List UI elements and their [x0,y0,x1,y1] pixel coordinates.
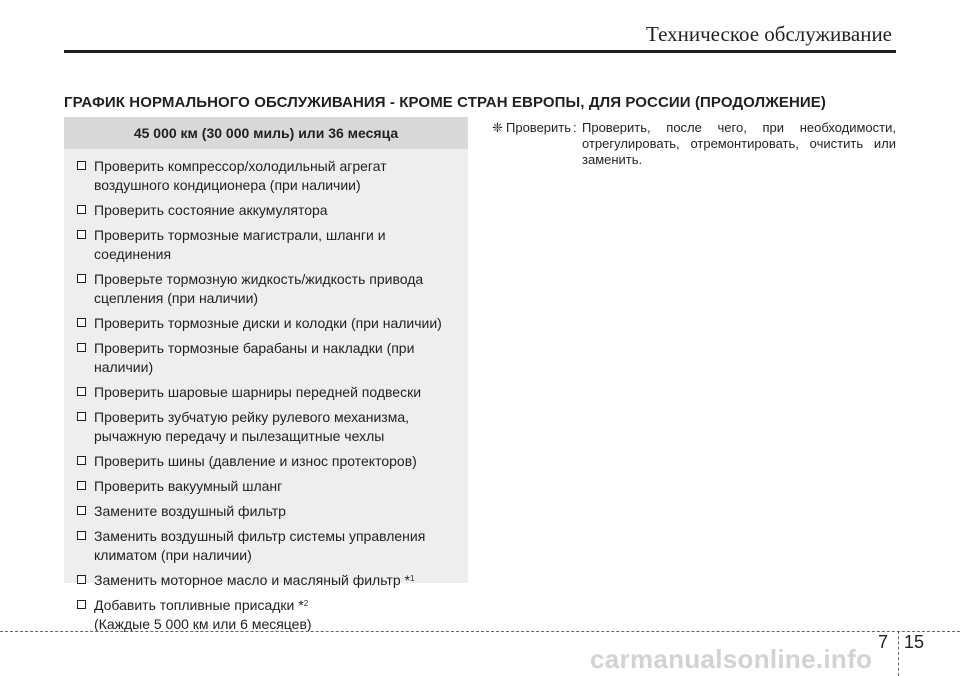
checkbox-icon [77,456,86,465]
checklist-item [76,157,462,195]
footer-rule [0,631,960,632]
checklist-item [76,339,462,377]
checklist-item-text: Проверить тормозные магистрали, шланги и соединения [94,227,386,262]
checklist-item-text: Проверить зубчатую рейку рулевого механизма, [94,409,409,425]
note-definition: Проверить, после чего, при необходимости, отрегулировать, отремонтировать, очистить или заменить. [582,120,896,167]
checklist-item-text: Замените воздушный фильтр [94,503,286,519]
checkbox-icon [77,318,86,327]
checklist-item [76,408,462,446]
checkbox-icon [77,506,86,515]
checklist-item-text-continued: климатом (при наличии) [94,547,252,563]
checklist-item [76,452,462,471]
schedule-panel [64,117,468,632]
checklist-item-text: Проверить компрессор/холодильный агрегат [94,158,387,174]
checklist-item [76,270,462,308]
checkbox-icon [77,161,86,170]
checklist-item-text: Проверить тормозные диски и колодки (при наличии) [94,315,442,331]
checklist-item-text-continued: сцепления (при наличии) [94,290,259,306]
checklist-item-text: Проверить вакуумный шланг [94,478,283,494]
checkbox-icon [77,412,86,421]
checklist-item-text-continued: воздушного кондиционера (при наличии) [94,177,361,193]
footnote-marker: 1 [409,574,415,583]
checklist-item-text: Проверить тормозные барабаны и накладки (при наличии) [94,340,415,375]
interval-header: 45 000 км (30 000 миль) или 36 месяца [64,117,468,149]
checkbox-icon [77,205,86,214]
checklist-item [76,383,462,402]
checklist-item [76,527,462,565]
note-symbol-icon: ❈ [492,120,503,135]
checklist-item [76,571,462,590]
checklist-item [76,314,462,333]
section-title: ГРАФИК НОРМАЛЬНОГО ОБСЛУЖИВАНИЯ - КРОМЕ СТРАН ЕВРОПЫ, ДЛЯ РОССИИ (ПРОДОЛЖЕНИЕ) [64,94,826,111]
header-rule [64,50,896,53]
footer-divider [898,631,899,676]
note-colon: : [573,120,577,135]
checklist [64,149,468,634]
checklist-item-text: Добавить топливные присадки * [94,597,304,613]
checklist-item-text: Проверьте тормозную жидкость/жидкость привода [94,271,424,287]
checklist-item-text: Заменить воздушный фильтр системы управления [94,528,426,544]
checklist-item-text: Заменить моторное масло и масляный фильтр * [94,572,410,588]
checklist-item-text: Проверить шаровые шарниры передней подвески [94,384,422,400]
checkbox-icon [77,531,86,540]
running-head: Техническое обслуживание [646,22,892,46]
checklist-item [76,201,462,220]
checkbox-icon [77,600,86,609]
checklist-item [76,502,462,521]
checkbox-icon [77,343,86,352]
checklist-item-text-continued: (Каждые 5 000 км или 6 месяцев) [94,616,312,632]
checkbox-icon [77,274,86,283]
checkbox-icon [77,575,86,584]
watermark: carmanualsonline.info [590,644,873,674]
checkbox-icon [77,387,86,396]
page-number: 15 [904,632,925,652]
footnote-marker: 2 [303,599,309,608]
checklist-item [76,596,462,634]
chapter-number: 7 [878,632,889,652]
checklist-item [76,477,462,496]
checkbox-icon [77,481,86,490]
checklist-item [76,226,462,264]
checklist-item-text: Проверить шины (давление и износ протекторов) [94,453,417,469]
checklist-item-text-continued: рычажную передачу и пылезащитные чехлы [94,428,385,444]
note [492,120,896,168]
checklist-item-text: Проверить состояние аккумулятора [94,202,328,218]
note-term: Проверить [506,120,572,135]
checkbox-icon [77,230,86,239]
